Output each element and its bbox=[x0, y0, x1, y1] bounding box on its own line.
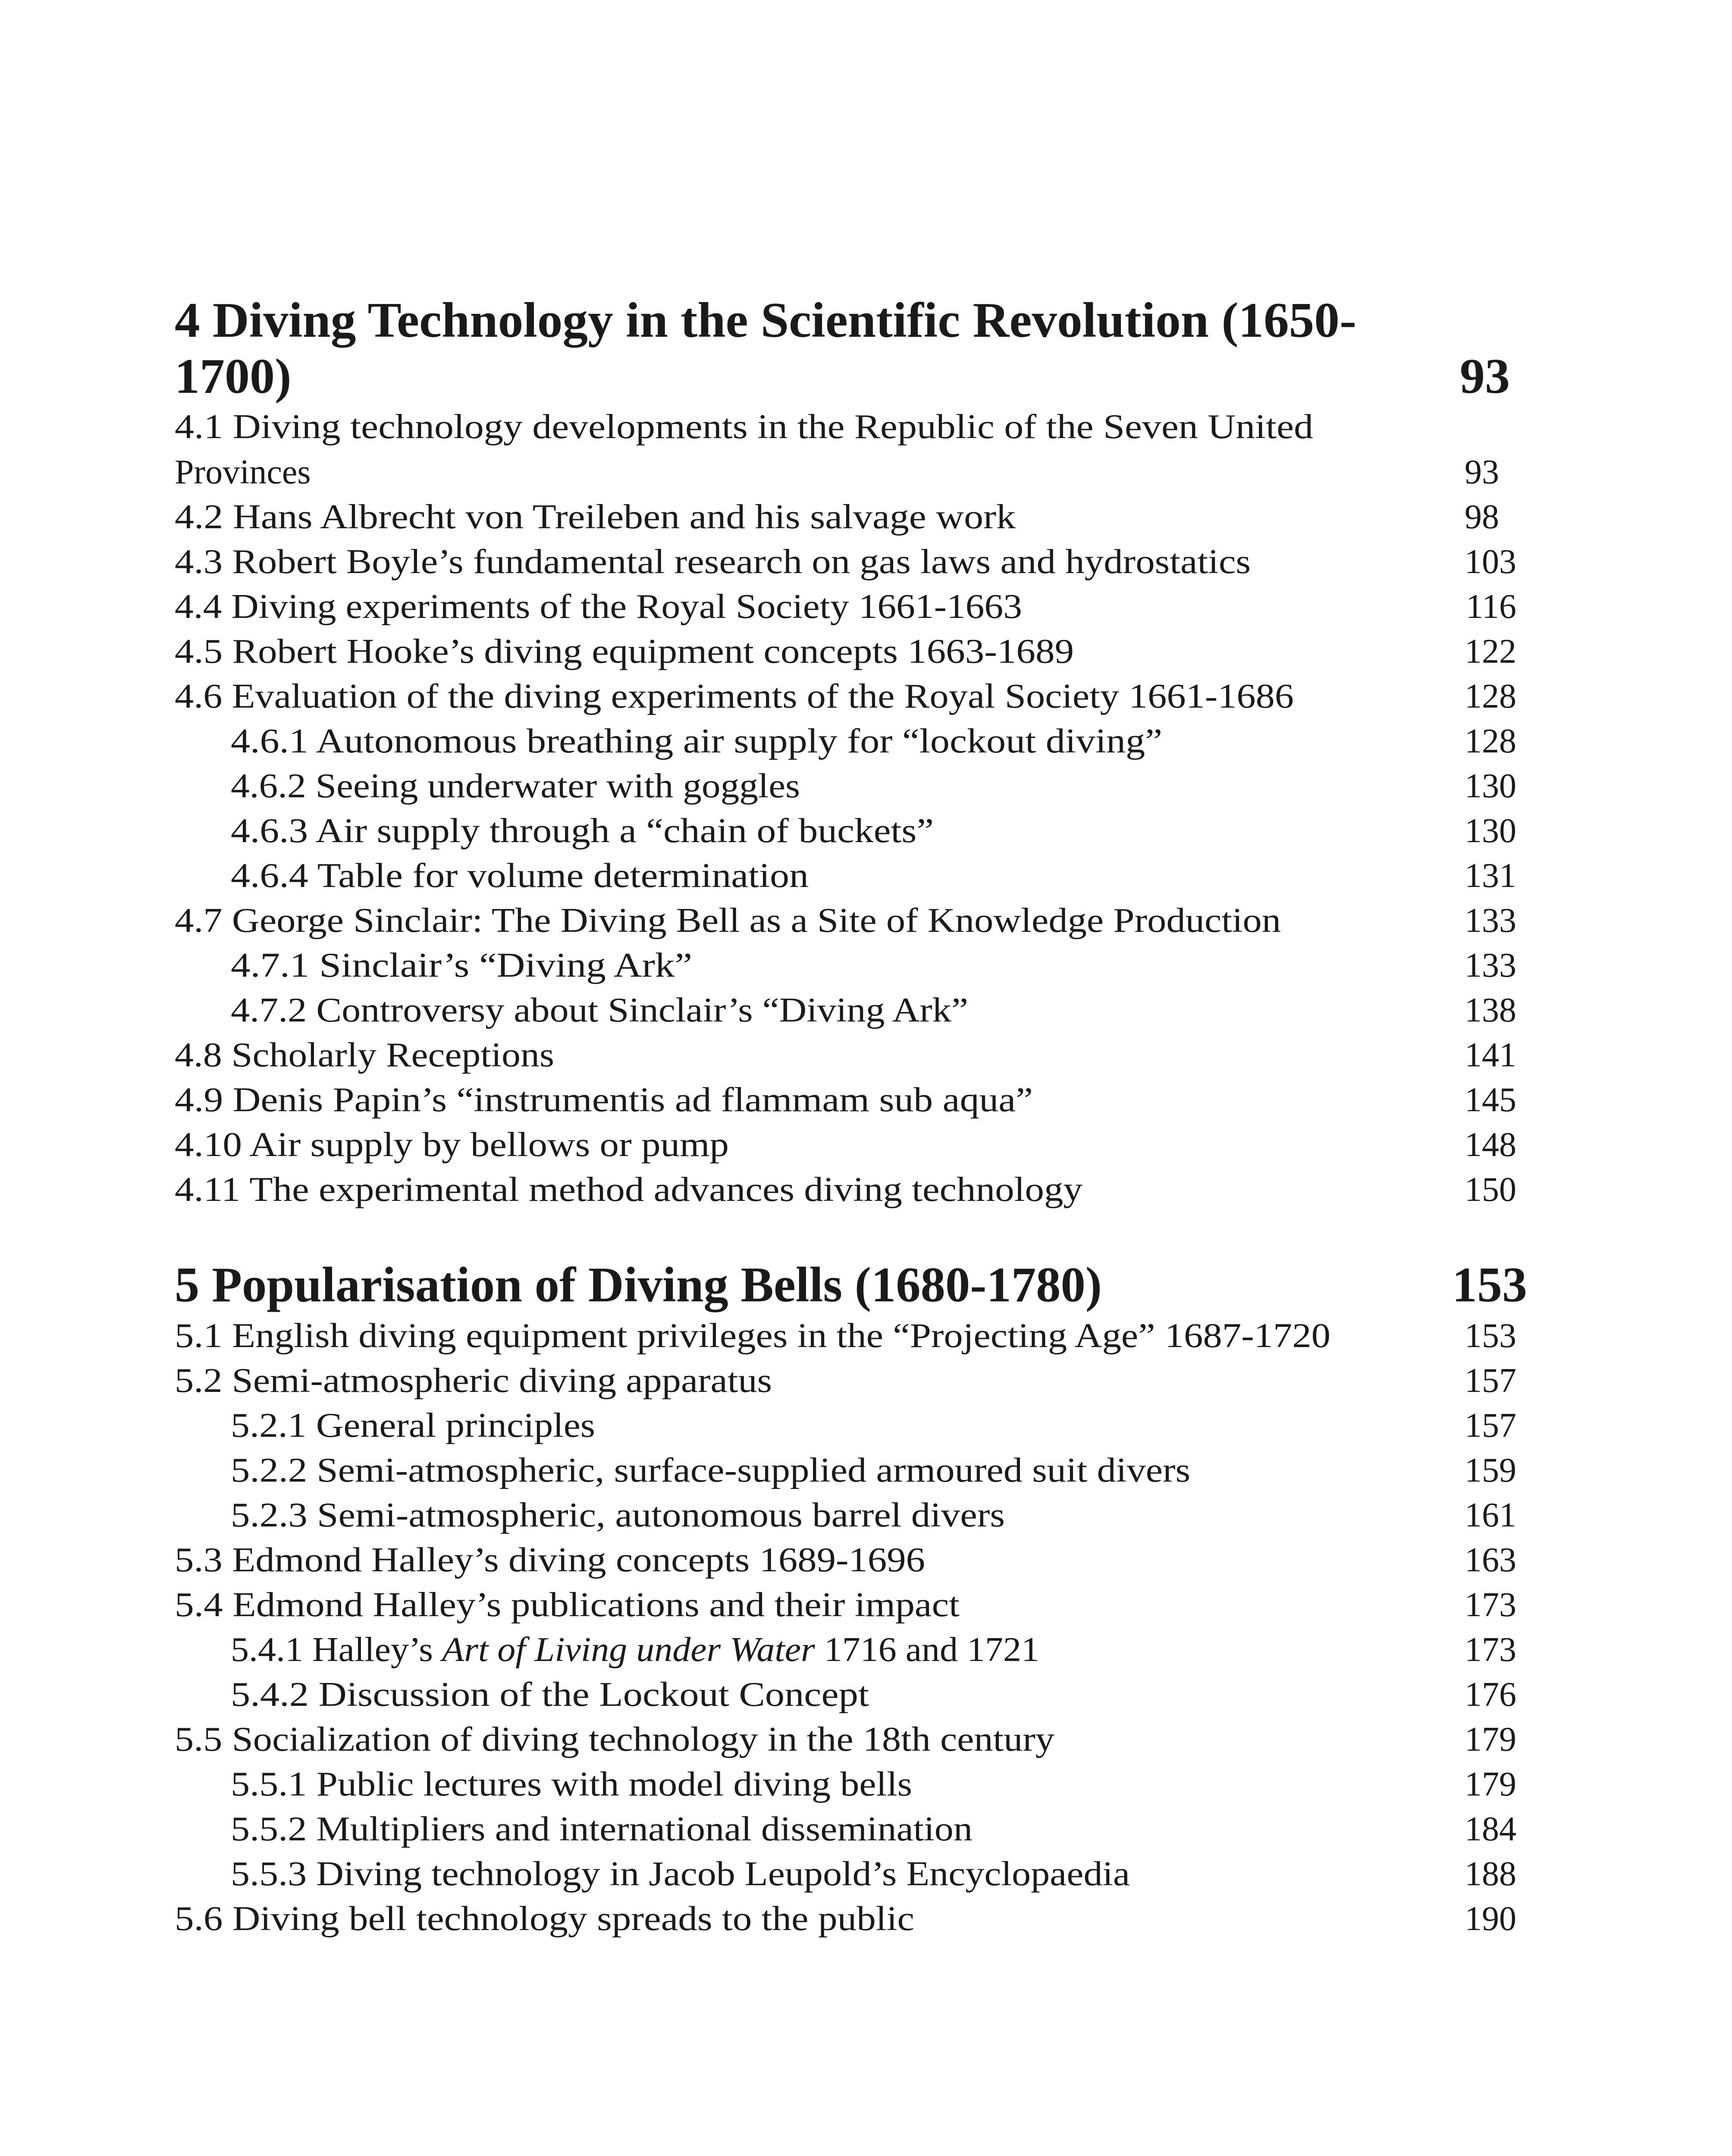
toc-page-4-8: 141 bbox=[1465, 1036, 1516, 1074]
toc-entry-5-2: 5.2 Semi-atmospheric diving apparatus bbox=[175, 1362, 772, 1400]
toc-page-4-9: 145 bbox=[1465, 1081, 1516, 1119]
toc-page-4-7: 133 bbox=[1465, 902, 1516, 940]
toc-entry-5-2-3: 5.2.3 Semi-atmospheric, autonomous barrel divers bbox=[231, 1496, 1005, 1534]
toc-page-5-4-2: 176 bbox=[1465, 1676, 1516, 1714]
toc-page-4-10: 148 bbox=[1465, 1126, 1516, 1164]
toc-page-5-3: 163 bbox=[1465, 1541, 1516, 1579]
toc-page-4-6-1: 128 bbox=[1465, 722, 1516, 760]
toc-page-4-6-3: 130 bbox=[1465, 812, 1516, 850]
toc-page-5-2-1: 157 bbox=[1465, 1407, 1516, 1445]
toc-entry-4-8: 4.8 Scholarly Receptions bbox=[175, 1036, 554, 1074]
toc-page-5-6: 190 bbox=[1465, 1900, 1516, 1938]
toc-entry-5-5: 5.5 Socialization of diving technology in the 18th century bbox=[175, 1720, 1054, 1758]
toc-entry-4-1-line2: Provinces bbox=[175, 453, 311, 491]
toc-entry-5-4-2: 5.4.2 Discussion of the Lockout Concept bbox=[231, 1676, 869, 1714]
toc-page-5-1: 153 bbox=[1465, 1317, 1516, 1355]
toc-entry-4-10: 4.10 Air supply by bellows or pump bbox=[175, 1126, 729, 1164]
toc-page-5-2-3: 161 bbox=[1465, 1496, 1516, 1534]
chapter-5-title: 5 Popularisation of Diving Bells (1680-1780) bbox=[175, 1257, 1102, 1313]
toc-page-4-4: 116 bbox=[1465, 588, 1516, 626]
toc-entry-4-7-2: 4.7.2 Controversy about Sinclair’s “Diving Ark” bbox=[231, 991, 968, 1029]
toc-page-4-2: 98 bbox=[1465, 498, 1499, 536]
toc-entry-5-4-1-suffix: 1716 and 1721 bbox=[815, 1631, 1039, 1669]
toc-entry-4-6-3: 4.6.3 Air supply through a “chain of buckets” bbox=[231, 812, 934, 850]
toc-entry-5-5-3: 5.5.3 Diving technology in Jacob Leupold’s Encyclopaedia bbox=[231, 1855, 1130, 1893]
toc-entry-5-5-2: 5.5.2 Multipliers and international dissemination bbox=[231, 1810, 973, 1848]
toc-page-4-3: 103 bbox=[1465, 543, 1516, 581]
toc-entry-5-4: 5.4 Edmond Halley’s publications and their impact bbox=[175, 1586, 960, 1624]
toc-entry-4-3: 4.3 Robert Boyle’s fundamental research on gas laws and hydrostatics bbox=[175, 543, 1251, 581]
toc-entry-4-2: 4.2 Hans Albrecht von Treileben and his salvage work bbox=[175, 498, 1016, 536]
toc-page-4-7-1: 133 bbox=[1465, 946, 1516, 984]
toc-page-4-7-2: 138 bbox=[1465, 991, 1516, 1029]
toc-page-4-1: 93 bbox=[1465, 453, 1499, 491]
toc-page-4-6: 128 bbox=[1465, 677, 1516, 715]
toc-page-4-6-4: 131 bbox=[1465, 857, 1516, 895]
toc-page-5-4-1: 173 bbox=[1465, 1631, 1516, 1669]
toc-entry-4-11: 4.11 The experimental method advances diving technology bbox=[175, 1171, 1082, 1209]
toc-entry-4-6: 4.6 Evaluation of the diving experiments of the Royal Society 1661-1686 bbox=[175, 677, 1294, 715]
toc-page-5-4: 173 bbox=[1465, 1586, 1516, 1624]
toc-entry-5-3: 5.3 Edmond Halley’s diving concepts 1689-1696 bbox=[175, 1541, 925, 1579]
toc-entry-4-6-2: 4.6.2 Seeing underwater with goggles bbox=[231, 767, 800, 805]
toc-page-5-5-3: 188 bbox=[1465, 1855, 1516, 1893]
toc-entry-4-7: 4.7 George Sinclair: The Diving Bell as a Site of Knowledge Production bbox=[175, 902, 1281, 940]
toc-entry-4-7-1: 4.7.1 Sinclair’s “Diving Ark” bbox=[231, 946, 692, 984]
toc-entry-4-6-4: 4.6.4 Table for volume determination bbox=[231, 857, 809, 895]
toc-page-5-2: 157 bbox=[1465, 1362, 1516, 1400]
toc-entry-4-6-1: 4.6.1 Autonomous breathing air supply for “lockout diving” bbox=[231, 722, 1162, 760]
toc-page-4-11: 150 bbox=[1465, 1171, 1516, 1209]
toc-entry-5-6: 5.6 Diving bell technology spreads to the public bbox=[175, 1900, 914, 1938]
chapter-4-title-line2: 1700) bbox=[175, 349, 292, 404]
toc-entry-5-5-1: 5.5.1 Public lectures with model diving bells bbox=[231, 1765, 912, 1803]
toc-entry-4-1-line1: 4.1 Diving technology developments in the Republic of the Seven United bbox=[175, 408, 1313, 446]
toc-entry-4-9: 4.9 Denis Papin’s “instrumentis ad flammam sub aqua” bbox=[175, 1081, 1033, 1119]
toc-page-5-5-2: 184 bbox=[1465, 1810, 1516, 1848]
toc-page-5-5: 179 bbox=[1465, 1720, 1516, 1758]
toc-entry-4-5: 4.5 Robert Hooke’s diving equipment concepts 1663-1689 bbox=[175, 633, 1074, 671]
toc-page-5-5-1: 179 bbox=[1465, 1765, 1516, 1803]
chapter-4-page: 93 bbox=[1460, 349, 1510, 404]
toc-entry-4-4: 4.4 Diving experiments of the Royal Society 1661-1663 bbox=[175, 588, 1022, 626]
toc-entry-5-2-1: 5.2.1 General principles bbox=[231, 1407, 595, 1445]
toc-entry-5-1: 5.1 English diving equipment privileges in the “Projecting Age” 1687-1720 bbox=[175, 1317, 1330, 1355]
toc-page-4-6-2: 130 bbox=[1465, 767, 1516, 805]
chapter-5-page: 153 bbox=[1452, 1257, 1527, 1313]
toc-page-5-2-2: 159 bbox=[1465, 1451, 1516, 1489]
toc-entry-5-2-2: 5.2.2 Semi-atmospheric, surface-supplied armoured suit divers bbox=[231, 1451, 1190, 1489]
toc-entry-5-4-1-prefix: 5.4.1 Halley’s bbox=[231, 1631, 442, 1669]
toc-entry-5-4-1 bbox=[231, 1631, 1039, 1669]
chapter-4-title-line1: 4 Diving Technology in the Scientific Revolution (1650- bbox=[175, 293, 1356, 348]
toc-entry-5-4-1-italic-title: Art of Living under Water bbox=[442, 1631, 815, 1669]
toc-page-4-5: 122 bbox=[1465, 633, 1516, 671]
